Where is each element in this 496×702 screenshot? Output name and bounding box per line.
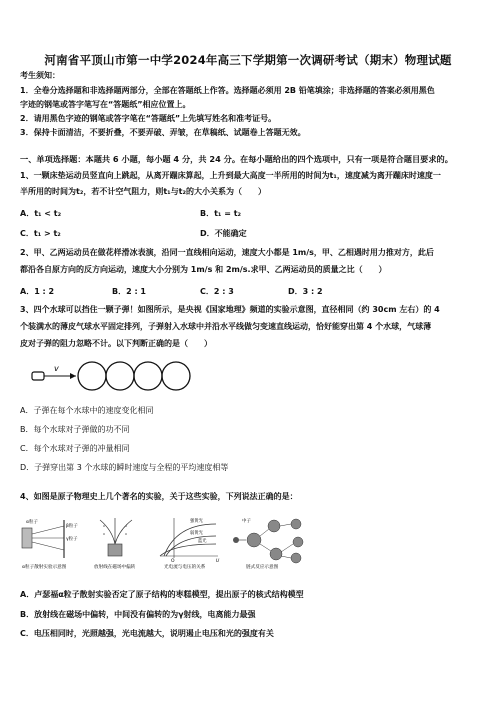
notice-item: 3．保持卡面清洁，不要折叠，不要弄破、弄皱，在草稿纸、试题卷上答题无效。: [20, 128, 306, 137]
question-1-option-b[interactable]: B．t₁ = t₂: [200, 209, 242, 218]
caption-1: α粒子散射实验示意图: [22, 565, 67, 570]
label-o: O: [171, 559, 175, 564]
caption-4: 链式反应示意图: [246, 565, 279, 570]
alpha-scattering-panel: [22, 518, 78, 570]
question-3-line: 皮对子弹的阻力忽略不计。以下判断正确的是（ ）: [20, 339, 212, 348]
label-gamma: γ粒子: [66, 537, 78, 542]
question-1-line: 半所用的时间为t₂，若不计空气阻力，则t₁与t₂的大小关系为（ ）: [20, 187, 266, 196]
question-1-option-c[interactable]: C．t₁ > t₂: [20, 229, 61, 238]
water-balloon-figure: [30, 360, 200, 392]
label-weak-yellow: 弱黄光: [190, 531, 203, 536]
label-alpha: α粒子: [26, 520, 38, 525]
notice-item: 2．请用黑色字迹的钢笔或答字笔在“答题纸”上先填写姓名和准考证号。: [20, 114, 277, 123]
question-3-option-b[interactable]: B．每个水球对子弹做的功不同: [20, 425, 130, 434]
question-2-option-a[interactable]: A．1 : 2: [20, 287, 55, 296]
question-4-option-b[interactable]: B．放射线在磁场中偏转，中间没有偏转的为γ射线，电离能力最强: [20, 610, 256, 619]
question-3-line: 个装满水的薄皮气球水平固定排列，子弹射入水球中并沿水平线做匀变速直线运动，恰好能穿出第 4 个水球，气球薄: [20, 322, 432, 331]
photocurrent-panel: [160, 517, 220, 570]
question-3-option-c[interactable]: C．每个水球对子弹的冲量相同: [20, 444, 130, 453]
notice-item: 1．全卷分选择题和非选择题两部分，全部在答题纸上作答。选择题必须用 2B 铅笔填涂；非选择题的答案必须用黑色: [20, 86, 435, 95]
label-blue: 蓝光: [198, 539, 207, 544]
question-3-line: 3、四个水球可以挡住一颗子弹！如图所示，是央视《国家地理》频道的实验示意图，直径相同（约 30cm 左右）的 4: [20, 305, 440, 314]
question-4-option-c[interactable]: C．电压相同时，光照越强，光电流越大，说明遏止电压和光的强度有关: [20, 629, 274, 638]
label-strong-yellow: 强黄光: [190, 519, 203, 524]
magnetic-deflection-panel: [94, 518, 136, 570]
caption-3: 光电流与电压的关系: [164, 565, 206, 570]
question-2-option-d[interactable]: D．3 : 2: [288, 287, 323, 296]
atomic-experiments-figure: [20, 514, 320, 572]
velocity-label: v: [54, 364, 59, 373]
question-1-option-a[interactable]: A．t₁ < t₂: [20, 209, 62, 218]
chain-reaction-panel: [233, 517, 303, 570]
label-neutron: 中子: [242, 519, 251, 524]
question-3-option-a[interactable]: A．子弹在每个水球中的速度变化相同: [20, 406, 154, 415]
label-beta: β粒子: [66, 524, 78, 529]
question-2-line: 都沿各自原方向的反方向运动，速度大小分别为 1m/s 和 2m/s.求甲、乙两运动员的质量之比（ ）: [20, 265, 387, 274]
question-2-line: 2、甲、乙两运动员在做花样滑冰表演，沿同一直线相向运动，速度大小都是 1m/s，甲、乙相遇时用力推对方，此后: [20, 248, 434, 257]
question-4-option-a[interactable]: A．卢瑟福α粒子散射实验否定了原子结构的枣糕模型，提出原子的核式结构模型: [20, 590, 304, 599]
question-3-option-d[interactable]: D．子弹穿出第 3 个水球的瞬时速度与全程的平均速度相等: [20, 463, 229, 472]
question-2-option-c[interactable]: C．2 : 3: [200, 287, 234, 296]
question-1-option-d[interactable]: D．不能确定: [200, 229, 247, 238]
question-2-option-b[interactable]: B．2 : 1: [112, 287, 146, 296]
question-1-line: 1、一颗床垫运动员竖直向上跳起，从离开蹦床算起，上升到最大高度一半所用的时间为t₁，速度减为离开蹦床时速度一: [20, 171, 441, 180]
caption-2: 放射线在磁场中偏转: [94, 565, 136, 570]
question-4-line: 4、如图是原子物理史上几个著名的实验，关于这些实验，下列说法正确的是：: [20, 492, 298, 501]
section-heading: 一、单项选择题：本题共 6 小题，每小题 4 分，共 24 分。在每小题给出的四个选项中，只有一项是符合题目要求的。: [20, 154, 453, 164]
notice-item: 字迹的钢笔或答字笔写在“答题纸”相应位置上。: [20, 100, 191, 109]
label-u: U: [216, 559, 220, 564]
page-title: 河南省平顶山市第一中学2024年高三下学期第一次调研考试（期末）物理试题: [44, 53, 452, 67]
notice-heading: 考生须知：: [20, 71, 60, 80]
